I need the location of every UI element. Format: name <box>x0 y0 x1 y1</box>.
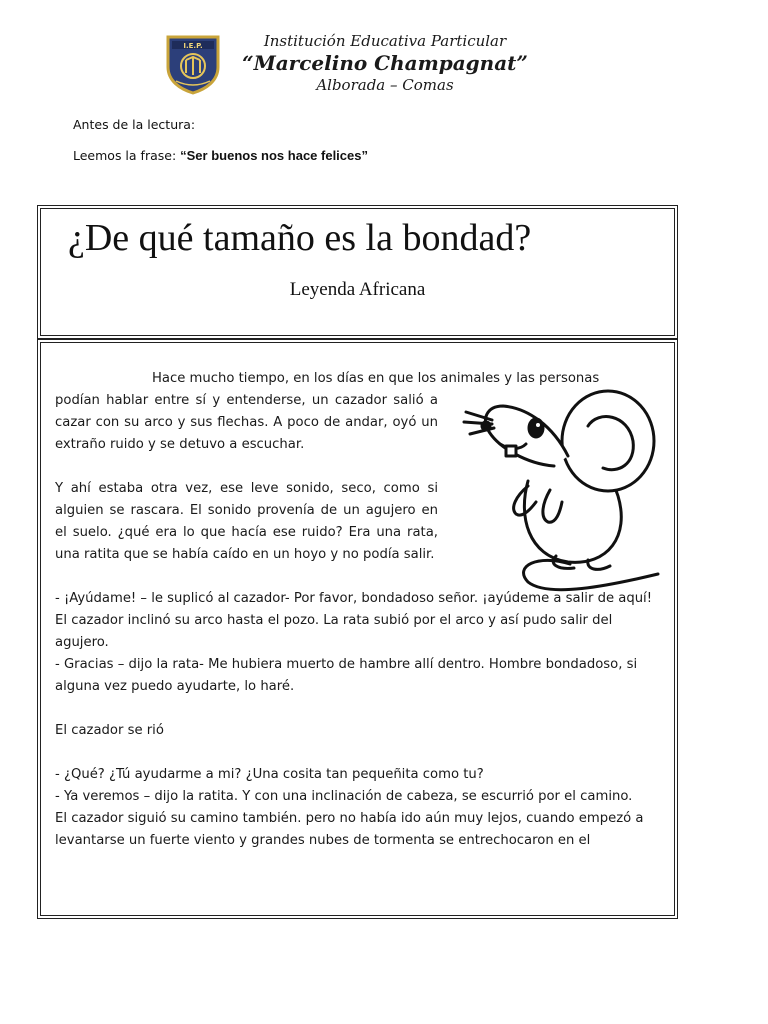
school-name: “Marcelino Champagnat” <box>242 51 528 75</box>
story-paragraph-9: El cazador siguió su camino también. pero no había ido aún muy lejos, cuando empezó a levantarse un fuerte viento y grandes nubes de tormenta se entrechocaron en el <box>55 811 644 848</box>
school-location: Alborada – Comas <box>316 76 454 94</box>
story-paragraph-6: El cazador se rió <box>55 723 164 738</box>
story-paragraph-8: - Ya veremos – dijo la ratita. Y con una inclinación de cabeza, se escurrió por el camino. <box>55 789 633 804</box>
story-paragraph-4: El cazador inclinó su arco hasta el pozo. La rata subió por el arco y así pudo salir del agujero. <box>55 613 613 650</box>
school-type: Institución Educativa Particular <box>263 32 507 50</box>
school-crest-logo <box>162 33 224 95</box>
story-paragraph-1: podían hablar entre sí y entenderse, un cazador salió a cazar con su arco y sus flechas. A poco de andar, oyó un extraño ruido y se detuvo a escuchar. <box>55 393 438 452</box>
story-subtitle: Leyenda Africana <box>289 279 426 300</box>
story-title: ¿De qué tamaño es la bondad? <box>68 217 532 259</box>
school-name-block <box>230 32 540 94</box>
story-text <box>55 368 659 852</box>
page-header <box>0 0 768 110</box>
story-paragraph-5: - Gracias – dijo la rata- Me hubiera muerto de hambre allí dentro. Hombre bondadoso, si alguna vez puedo ayudarte, lo haré. <box>55 657 638 694</box>
phrase-text: “Ser buenos nos hace felices” <box>180 148 368 163</box>
phrase-prefix: Leemos la frase: <box>73 148 177 163</box>
title-box <box>37 205 678 339</box>
pre-reading-label: Antes de la lectura: <box>73 117 196 132</box>
story-paragraph-7: - ¿Qué? ¿Tú ayudarme a mi? ¿Una cosita tan pequeñita como tu? <box>55 767 484 782</box>
story-paragraph-2: Y ahí estaba otra vez, ese leve sonido, seco, como si alguien se rascara. El sonido provenía de un agujero en el suelo. ¿qué era lo que hacía ese ruido? Era una rata, una ratita que se había caído en un hoyo y no podía salir. <box>55 481 438 562</box>
story-box <box>37 339 678 919</box>
story-paragraph-3: - ¡Ayúdame! – le suplicó al cazador- Por favor, bondadoso señor. ¡ayúdeme a salir de aquí! <box>55 591 653 606</box>
svg-text:I.E.P.: I.E.P. <box>183 42 203 50</box>
pre-reading-phrase-line <box>73 148 368 164</box>
story-paragraph-1-first: Hace mucho tiempo, en los días en que los animales y las personas <box>152 371 600 386</box>
